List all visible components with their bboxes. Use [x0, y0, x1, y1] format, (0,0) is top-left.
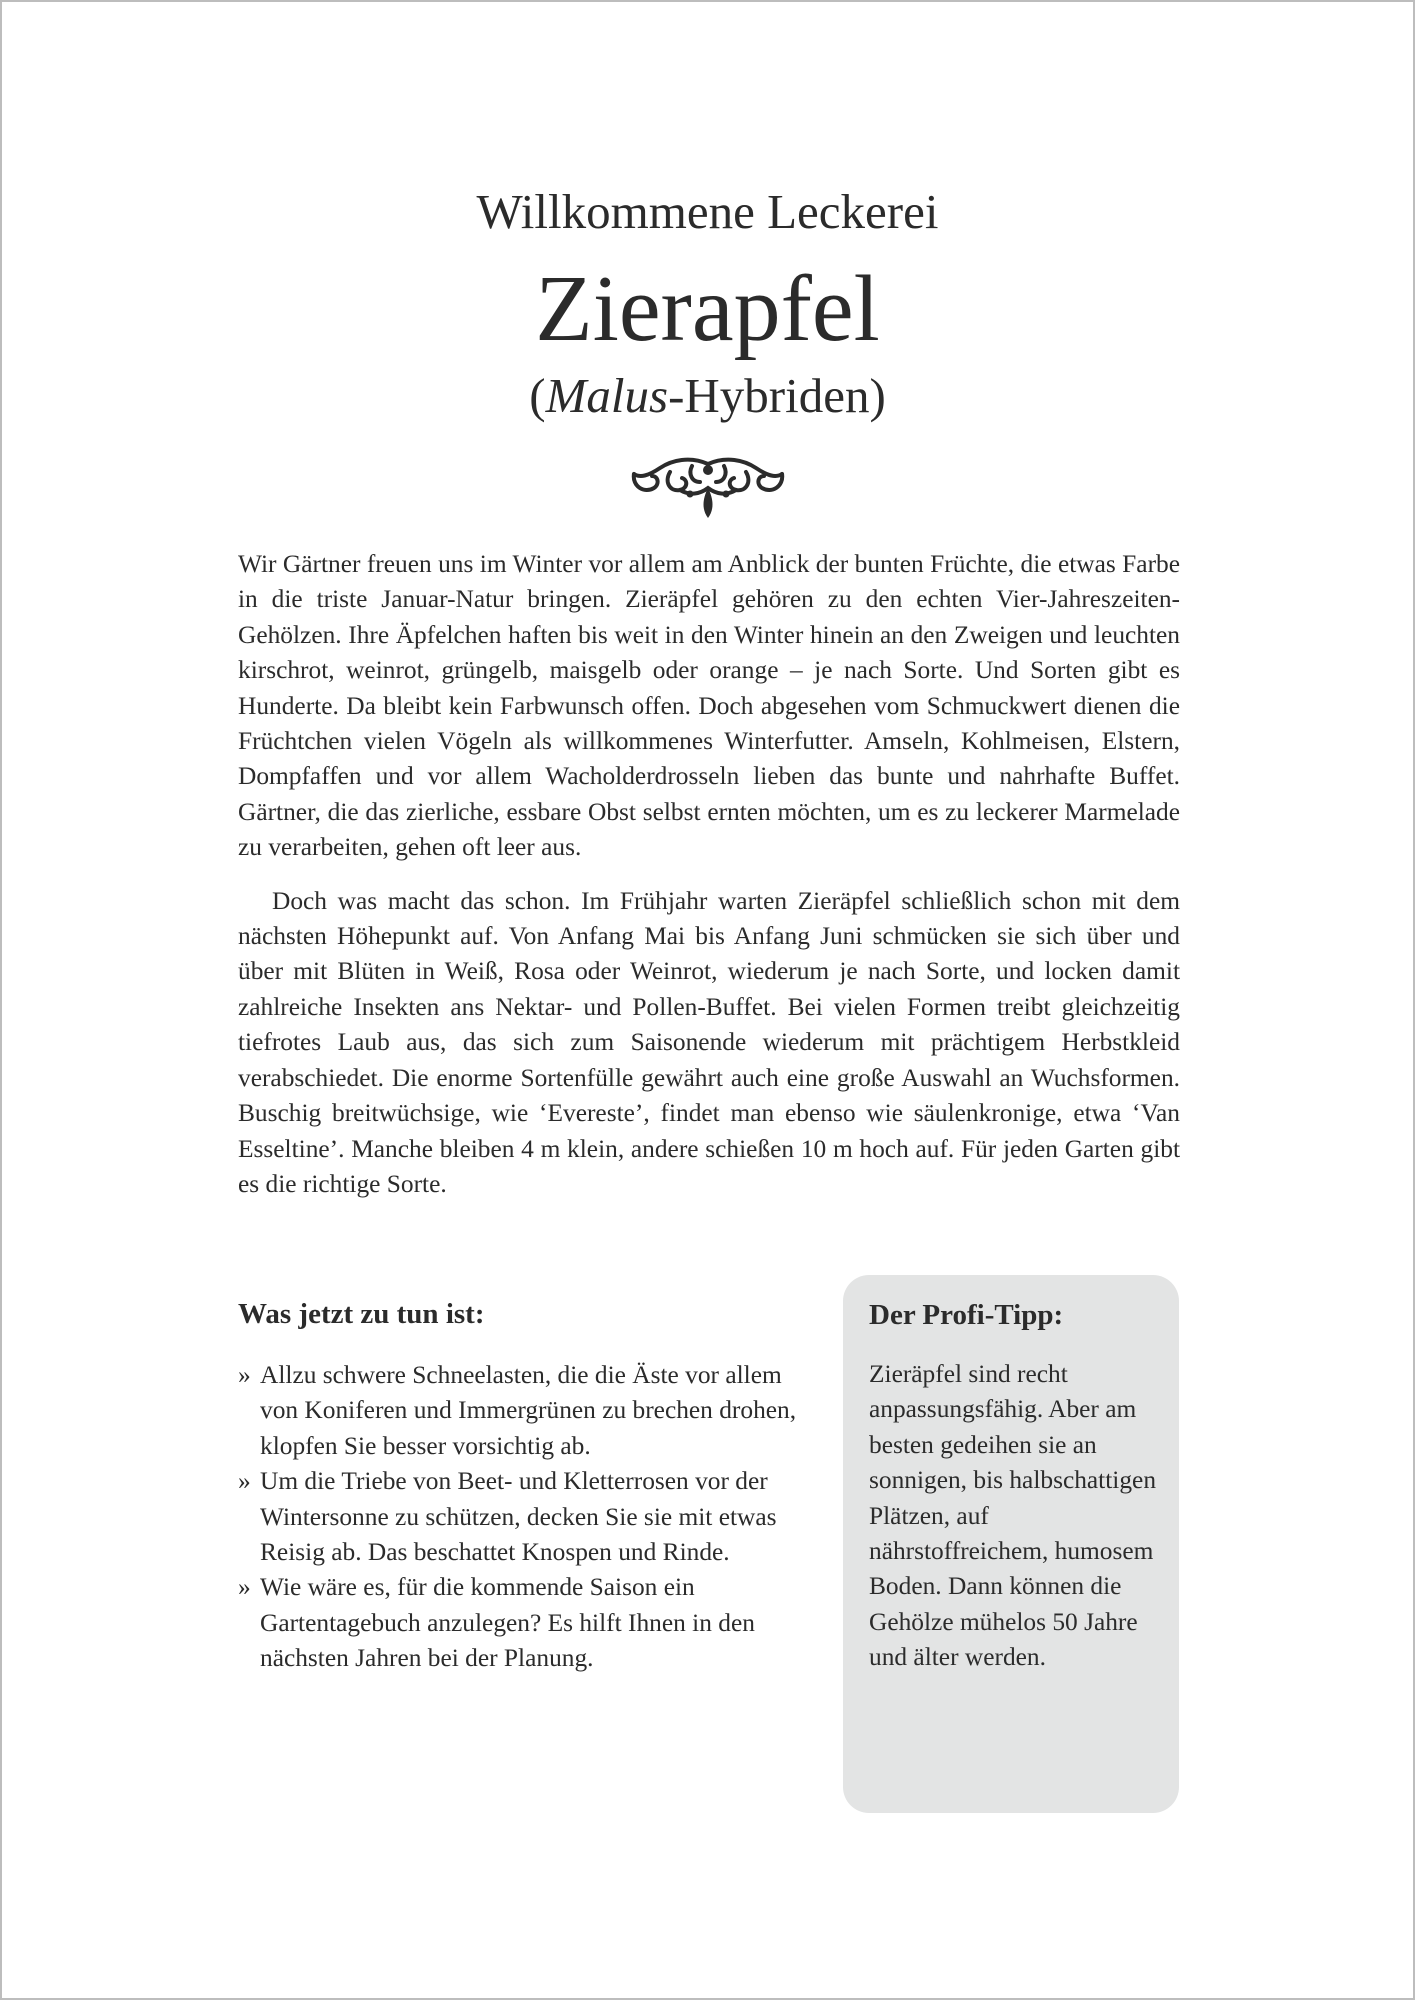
tip-heading: Der Profi-Tipp:	[869, 1299, 1064, 1331]
tip-text: Zieräpfel sind recht anpassungsfähig. Aber am besten gedeihen sie an sonnigen, bis halbschattigen Plätzen, auf nährstoffreichem, humosem Boden. Dann können die Gehölze mühelos 50 Jahre und älter werden.	[869, 1360, 1157, 1672]
list-item	[238, 1570, 798, 1676]
list-item	[238, 1358, 798, 1464]
subtitle-rest: -Hybriden)	[668, 368, 886, 423]
profi-tip-box	[843, 1275, 1179, 1813]
list-item-text: Allzu schwere Schneelasten, die die Äste vor allem von Koniferen und Immergrünen zu brechen drohen, klopfen Sie besser vorsichtig ab.	[260, 1361, 797, 1460]
page-title: Zierapfel	[535, 257, 880, 361]
page-subtitle	[2, 364, 1413, 428]
todo-heading: Was jetzt zu tun ist:	[238, 1298, 485, 1330]
bullet-icon: »	[238, 1467, 251, 1496]
flourish-ornament-icon	[630, 454, 786, 524]
body-paragraph: Doch was macht das schon. Im Frühjahr warten Zieräpfel schließlich schon mit dem nächsten Höhepunkt auf. Von Anfang Mai bis Anfang Juni schmücken sie sich über und über mit Blüten in Weiß, Rosa oder Weinrot, wiederum je nach Sorte, und locken damit zahlreiche Insekten ans Nektar- und Pollen-Buffet. Bei vielen Formen treibt gleichzeitig tiefrotes Laub aus, das sich zum Saisonende wiederum mit prächtigem Herbstkleid verabschiedet. Die enorme Sortenfülle gewährt auch eine große Auswahl an Wuchsformen. Buschig breitwüchsige, wie ‘Evereste’, findet man ebenso wie säulenkronige, etwa ‘Van Esseltine’. Manche bleiben 4 m klein, andere schießen 10 m hoch auf. Für jeden Garten gibt es die richtige Sorte.	[238, 886, 1180, 1198]
subtitle-open: (	[529, 368, 546, 423]
bullet-icon: »	[238, 1573, 251, 1602]
list-item	[238, 1464, 798, 1570]
subtitle-genus: Malus	[545, 368, 669, 423]
article-body	[238, 547, 1180, 1202]
page-kicker: Willkommene Leckerei	[476, 184, 939, 239]
todo-section	[238, 1294, 798, 1677]
todo-list	[238, 1358, 798, 1677]
list-item-text: Wie wäre es, für die kommende Saison ein Gartentagebuch anzulegen? Es hilft Ihnen in den nächsten Jahren bei der Planung.	[260, 1573, 755, 1673]
body-paragraph: Wir Gärtner freuen uns im Winter vor allem am Anblick der bunten Früchte, die etwas Farbe in die triste Januar-Natur bringen. Zieräpfel gehören zu den echten Vier-Jahreszeiten-Gehölzen. Ihre Äpfelchen haften bis weit in den Winter hinein an den Zweigen und leuchten kirschrot, weinrot, grüngelb, maisgelb oder orange – je nach Sorte. Und Sorten gibt es Hunderte. Da bleibt kein Farbwunsch offen. Doch abgesehen vom Schmuckwert dienen die Früchtchen vielen Vögeln als willkommenes Winterfutter. Amseln, Kohlmeisen, Elstern, Dompfaffen und vor allem Wacholderdrosseln lieben das bunte und nahrhafte Buffet. Gärtner, die das zierliche, essbare Obst selbst ernten möchten, um es zu leckerer Marmelade zu verarbeiten, gehen oft leer aus.	[238, 550, 1180, 862]
bullet-icon: »	[238, 1361, 251, 1389]
list-item-text: Um die Triebe von Beet- und Kletterrosen vor der Wintersonne zu schützen, decken Sie sie mit etwas Reisig ab. Das beschattet Knospen und Rinde.	[260, 1467, 777, 1567]
